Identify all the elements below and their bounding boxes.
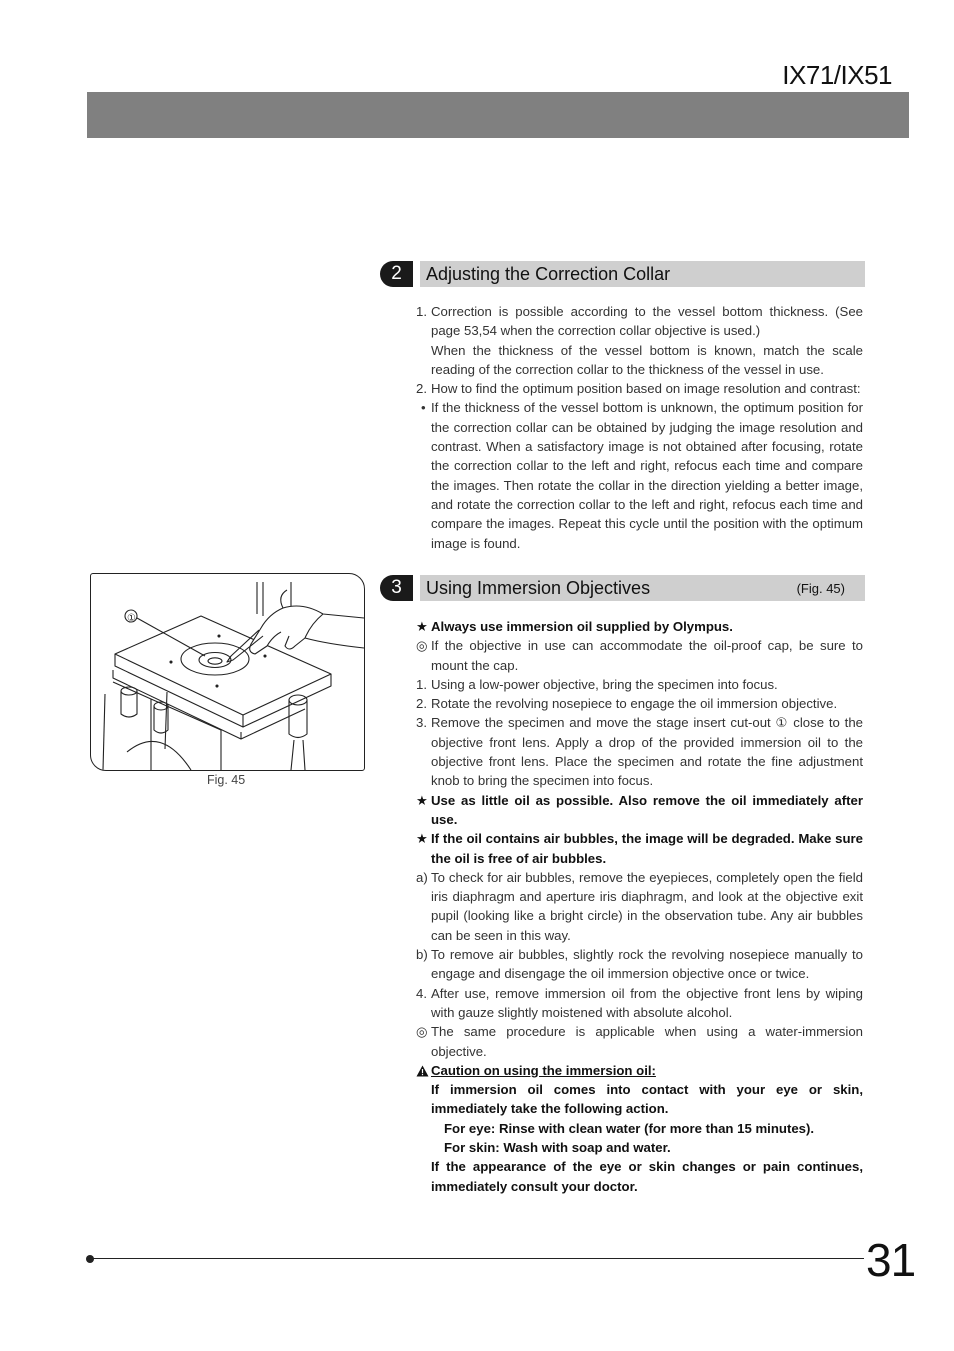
caution-title: Caution on using the immersion oil: [431, 1062, 656, 1078]
list-item-continuation: When the thickness of the vessel bottom is known, match the scale reading of the correction collar to the thickness of the vessel in use. [431, 342, 863, 377]
note-item [416, 617, 863, 636]
list-item [416, 379, 863, 398]
model-name: IX71/IX51 [782, 60, 892, 90]
caution-text: If the appearance of the eye or skin changes or pain continues, immediately consult your doctor. [431, 1159, 863, 1194]
caution-heading [416, 1061, 863, 1080]
caution-eye: For eye: Rinse with clean water (for more than 15 minutes). [444, 1120, 815, 1136]
section-number: 3 [380, 575, 413, 601]
star-marker: ★ [416, 619, 428, 634]
item-text: Rotate the revolving nosepiece to engage the oil immersion objective. [431, 696, 838, 712]
item-marker: 2. [416, 381, 427, 397]
stage-illustration [91, 574, 364, 770]
caution-text: If immersion oil comes into contact with your eye or skin, immediately take the following action. [431, 1082, 863, 1117]
list-item [416, 302, 863, 341]
item-text: How to find the optimum position based on image resolution and contrast: [431, 381, 861, 397]
note-item [416, 791, 863, 830]
section-3-heading [380, 575, 865, 601]
item-marker: 1. [416, 304, 427, 319]
header-bar [87, 92, 909, 138]
list-item [416, 694, 863, 713]
item-text: If the objective in use can accommodate the oil-proof cap, be sure to mount the cap. [431, 638, 863, 673]
callout-label: ① [127, 613, 136, 624]
item-marker: 3. [416, 715, 427, 731]
double-circle-marker: ◎ [416, 1024, 428, 1040]
sub-item [416, 945, 863, 984]
list-item [416, 713, 863, 790]
list-item [416, 675, 863, 694]
page-number: 31 [866, 1234, 916, 1286]
star-marker: ★ [416, 831, 428, 847]
section-3-body [416, 617, 863, 1196]
star-marker: ★ [416, 792, 428, 808]
caution-skin: For skin: Wash with soap and water. [444, 1140, 671, 1156]
section-title-text: Using Immersion Objectives [426, 578, 651, 598]
section-title: Adjusting the Correction Collar [420, 261, 865, 287]
item-text: Remove the specimen and move the stage insert cut-out ① close to the objective front lens. Apply a drop of the provided immersion oil to the objective front lens. Place the specimen and rotate the fine adjustment knob to bring the specimen into focus. [431, 715, 863, 789]
note-item [416, 636, 863, 675]
note-item [416, 829, 863, 868]
item-text: To check for air bubbles, remove the eyepieces, completely open the field iris diaphragm and aperture iris diaphragm, and look at the objective exit pupil (looking like a bright circle) in the observation tube. Any air bubbles can be seen in this way. [431, 869, 863, 943]
item-marker: a) [416, 869, 428, 885]
double-circle-marker: ◎ [416, 638, 428, 654]
item-marker: 1. [416, 676, 427, 692]
figure-reference: (Fig. 45) [796, 581, 845, 596]
list-item [416, 398, 863, 552]
item-text: If the thickness of the vessel bottom is unknown, the optimum position for the correction collar can be obtained by judging the image resolution and contrast. When a satisfactory image is not obtained after focusing, rotate the correction collar to the left and right, refocus each time and compare the images. Then rotate the collar in the direction yielding a better image, and rotate the correction collar to the left and right, refocus each time and compare the images. Repeat this cycle until the position with the optimum image is found. [431, 400, 863, 551]
item-text: Always use immersion oil supplied by Olympus. [431, 619, 733, 634]
footer-rule [90, 1258, 864, 1259]
section-title [420, 575, 865, 601]
item-text: Correction is possible according to the vessel bottom thickness. (See page 53,54 when the correction collar objective is used.) [431, 304, 863, 339]
item-marker: 2. [416, 696, 427, 712]
bullet-marker: • [421, 400, 426, 416]
item-marker: 4. [416, 985, 427, 1001]
item-text: Using a low-power objective, bring the specimen into focus. [431, 676, 778, 692]
item-text: If the oil contains air bubbles, the image will be degraded. Make sure the oil is free of air bubbles. [431, 831, 863, 866]
note-item [416, 1022, 863, 1061]
sub-item [416, 868, 863, 945]
figure-caption: Fig. 45 [207, 773, 246, 787]
item-text: The same procedure is applicable when using a water-immersion objective. [431, 1024, 863, 1059]
warning-icon [416, 1065, 429, 1077]
section-2-body [416, 302, 863, 553]
item-marker: b) [416, 947, 428, 963]
item-text: After use, remove immersion oil from the objective front lens by wiping with gauze slightly moistened with absolute alcohol. [431, 985, 863, 1020]
figure-45-illustration [90, 573, 365, 771]
item-text: Use as little oil as possible. Also remove the oil immediately after use. [431, 792, 863, 827]
section-2-heading [380, 261, 865, 287]
section-number: 2 [380, 261, 413, 287]
item-text: To remove air bubbles, slightly rock the revolving nosepiece manually to engage and disengage the oil immersion objective once or twice. [431, 947, 863, 982]
list-item [416, 984, 863, 1023]
